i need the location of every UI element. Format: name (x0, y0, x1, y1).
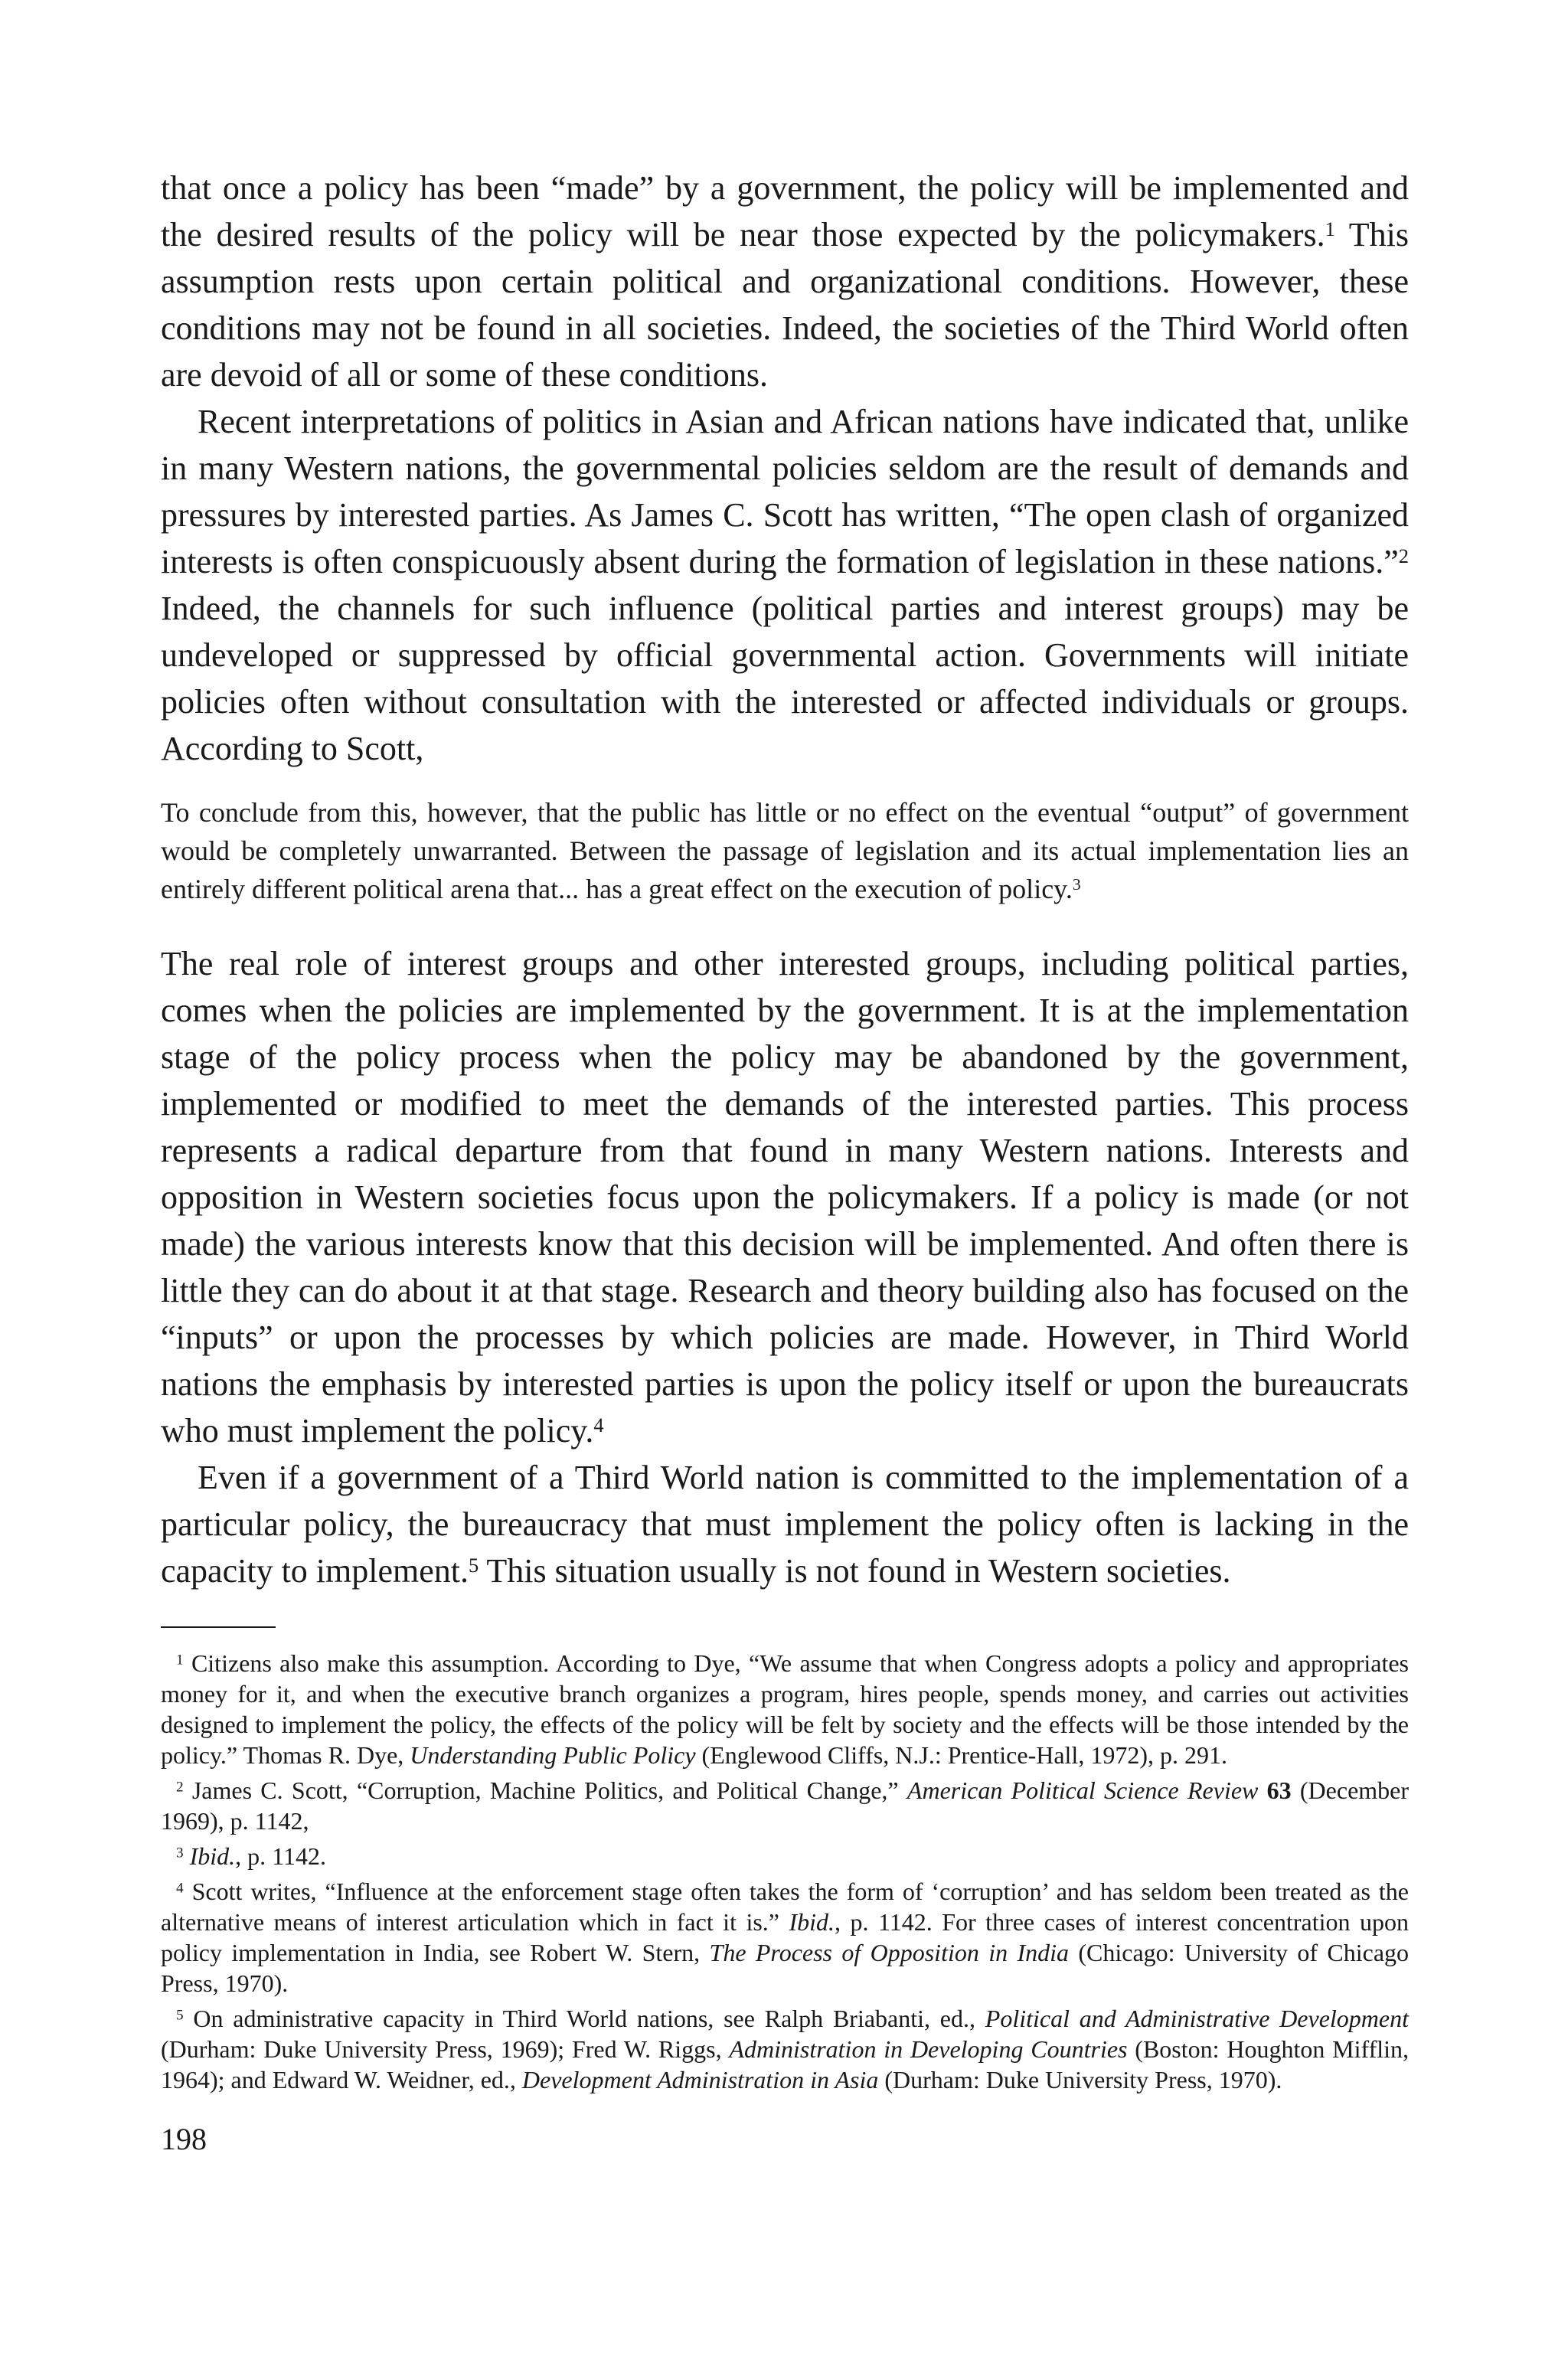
footnote-2: $^2$ James C. Scott, “Corruption, Machine Politics, and Political Change,” American Political Science Review 63 (December 1969), p. 1142, (161, 1776, 1410, 1835)
footnote-1: $^1$ Citizens also make this assumption. According to Dye, “We assume that when Congress adopts a policy and appropriates money for it, and when the executive branch organizes a program, hires people, spends money, and carries out activities designed to implement the policy, the effects of the policy will be felt by society and the effects will be those intended by the policy.” Thomas R. Dye, Understanding Public Policy (Englewood Cliffs, N.J.: Prentice-Hall, 1972), p. 291. (161, 1649, 1409, 1769)
footnote-ref-5: 5 (468, 1553, 479, 1577)
footnote-ref-1: 1 (1325, 217, 1335, 240)
body-text-continued (161, 940, 1409, 1594)
page-number: 198 (161, 2122, 207, 2156)
block-quote: To conclude from this, however, that the public has little or no effect on the eventual “output” of government would be completely unwarranted. Between the passage of legislation and its actual implementation lies an entirely different political arena that... has a great effect on the execution of policy.$^3$ (161, 797, 1409, 904)
document-page (161, 165, 1409, 2100)
paragraph-4: Even if a government of a Third World nation is committed to the implementation of a particular policy, the bureaucracy that must implement the policy often is lacking in the capacity to implement.$^5$ This situation usually is not found in Western societies. (161, 1459, 1409, 1590)
footnote-3: $^3$ Ibid., p. 1142. (176, 1842, 326, 1870)
footnote-ref-3: 3 (1072, 875, 1081, 894)
footnote-4: $^4$ Scott writes, “Influence at the enforcement stage often takes the form of ‘corruption’ and has seldom been treated as the alternative means of interest articulation which in fact it is.” Ibid., p. 1142. For three cases of interest concentration upon policy implementation in India, see Robert W. Stern, The Process of Opposition in India (Chicago: University of Chicago Press, 1970). (161, 1878, 1410, 1997)
footnote-divider (161, 1626, 276, 1628)
paragraph-3: The real role of interest groups and other interested groups, including political parties, comes when the policies are implemented by the government. It is at the implementation stage of the policy process when the policy may be abandoned by the government, implemented or modified to meet the demands of the interested parties. This process represents a radical departure from that found in many Western nations. Interests and opposition in Western societies focus upon the policymakers. If a policy is made (or not made) the various interests know that this decision will be implemented. And often there is little they can do about it at that stage. Research and theory building also has focused on the “inputs” or upon the processes by which policies are made. However, in Third World nations the emphasis by interested parties is upon the policy itself or upon the bureaucrats who must implement the policy.$^4$ (161, 945, 1409, 1450)
paragraph-1: that once a policy has been “made” by a government, the policy will be implemented and the desired results of the policy will be near those expected by the policymakers.$^1$ This assumption rests upon certain political and organizational conditions. However, these conditions may not be found in all societies. Indeed, the societies of the Third World often are devoid of all or some of these conditions. (161, 169, 1409, 394)
footnote-ref-2: 2 (1398, 544, 1409, 567)
body-text (161, 165, 1409, 772)
paragraph-2: Recent interpretations of politics in Asian and African nations have indicated that, unlike in many Western nations, the governmental policies seldom are the result of demands and pressures by interested parties. As James C. Scott has written, “The open clash of organized interests is often conspicuously absent during the formation of legislation in these nations.”$^2$ Indeed, the channels for such influence (political parties and interest groups) may be undeveloped or suppressed by official governmental action. Governments will initiate policies often without consultation with the interested or affected individuals or groups. According to Scott, (161, 403, 1409, 767)
footnotes (161, 1648, 1409, 2095)
footnote-ref-4: 4 (593, 1413, 604, 1436)
footnote-5: $^5$ On administrative capacity in Third World nations, see Ralph Briabanti, ed., Political and Administrative Development (Durham: Duke University Press, 1969); Fred W. Riggs, Administration in Developing Countries (Boston: Houghton Mifflin, 1964); and Edward W. Weidner, ed., Development Administration in Asia (Durham: Duke University Press, 1970). (161, 2005, 1410, 2093)
